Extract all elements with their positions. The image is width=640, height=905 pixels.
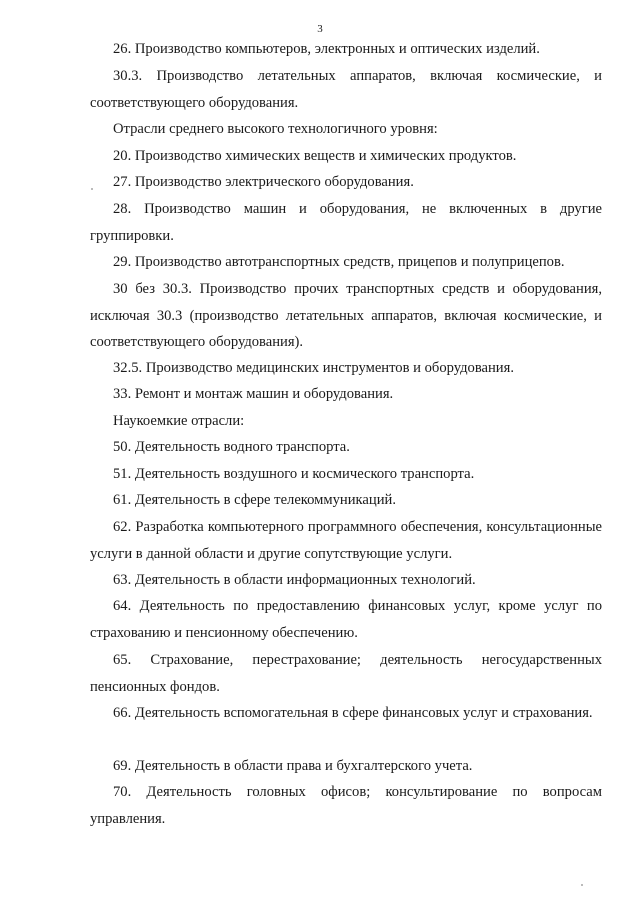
paragraph-30-3: 30.3. Производство летательных аппаратов, включая космические, и соответствующего оборудования.	[90, 68, 602, 111]
paragraph-66: 66. Деятельность вспомогательная в сфере финансовых услуг и страхования.	[113, 705, 593, 721]
paragraph-30-excl: 30 без 30.3. Производство прочих транспортных средств и оборудования, исключая 30.3 (производство летательных аппаратов, включая космические, и соответствующего оборудования).	[90, 281, 602, 350]
paragraph-70: 70. Деятельность головных офисов; консультирование по вопросам управления.	[90, 784, 602, 827]
paragraph-51: 51. Деятельность воздушного и космического транспорта.	[113, 466, 475, 482]
paragraph-20: 20. Производство химических веществ и химических продуктов.	[113, 148, 517, 164]
paragraph-69: 69. Деятельность в области права и бухгалтерского учета.	[113, 758, 473, 774]
scan-artifact-dot	[581, 884, 583, 886]
paragraph-32-5: 32.5. Производство медицинских инструментов и оборудования.	[113, 360, 514, 376]
paragraph-28: 28. Производство машин и оборудования, не включенных в другие группировки.	[90, 201, 602, 244]
paragraph-medium-high-tech-heading: Отрасли среднего высокого технологичного уровня:	[113, 121, 438, 137]
page-number: 3	[317, 23, 323, 35]
paragraph-65: 65. Страхование, перестрахование; деятельность негосударственных пенсионных фондов.	[90, 652, 602, 695]
paragraph-62: 62. Разработка компьютерного программного обеспечения, консультационные услуги в данной области и другие сопутствующие услуги.	[90, 519, 602, 562]
paragraph-26: 26. Производство компьютеров, электронных и оптических изделий.	[113, 41, 540, 57]
scan-artifact-dot	[91, 188, 93, 190]
paragraph-33: 33. Ремонт и монтаж машин и оборудования.	[113, 386, 394, 402]
paragraph-50: 50. Деятельность водного транспорта.	[113, 439, 350, 455]
paragraph-64: 64. Деятельность по предоставлению финансовых услуг, кроме услуг по страхованию и пенсионному обеспечению.	[90, 598, 602, 641]
paragraph-29: 29. Производство автотранспортных средств, прицепов и полуприцепов.	[113, 254, 565, 270]
paragraph-63: 63. Деятельность в области информационных технологий.	[113, 572, 476, 588]
paragraph-61: 61. Деятельность в сфере телекоммуникаций.	[113, 492, 396, 508]
paragraph-27: 27. Производство электрического оборудования.	[113, 174, 414, 190]
paragraph-knowledge-intensive-heading: Наукоемкие отрасли:	[113, 413, 245, 429]
